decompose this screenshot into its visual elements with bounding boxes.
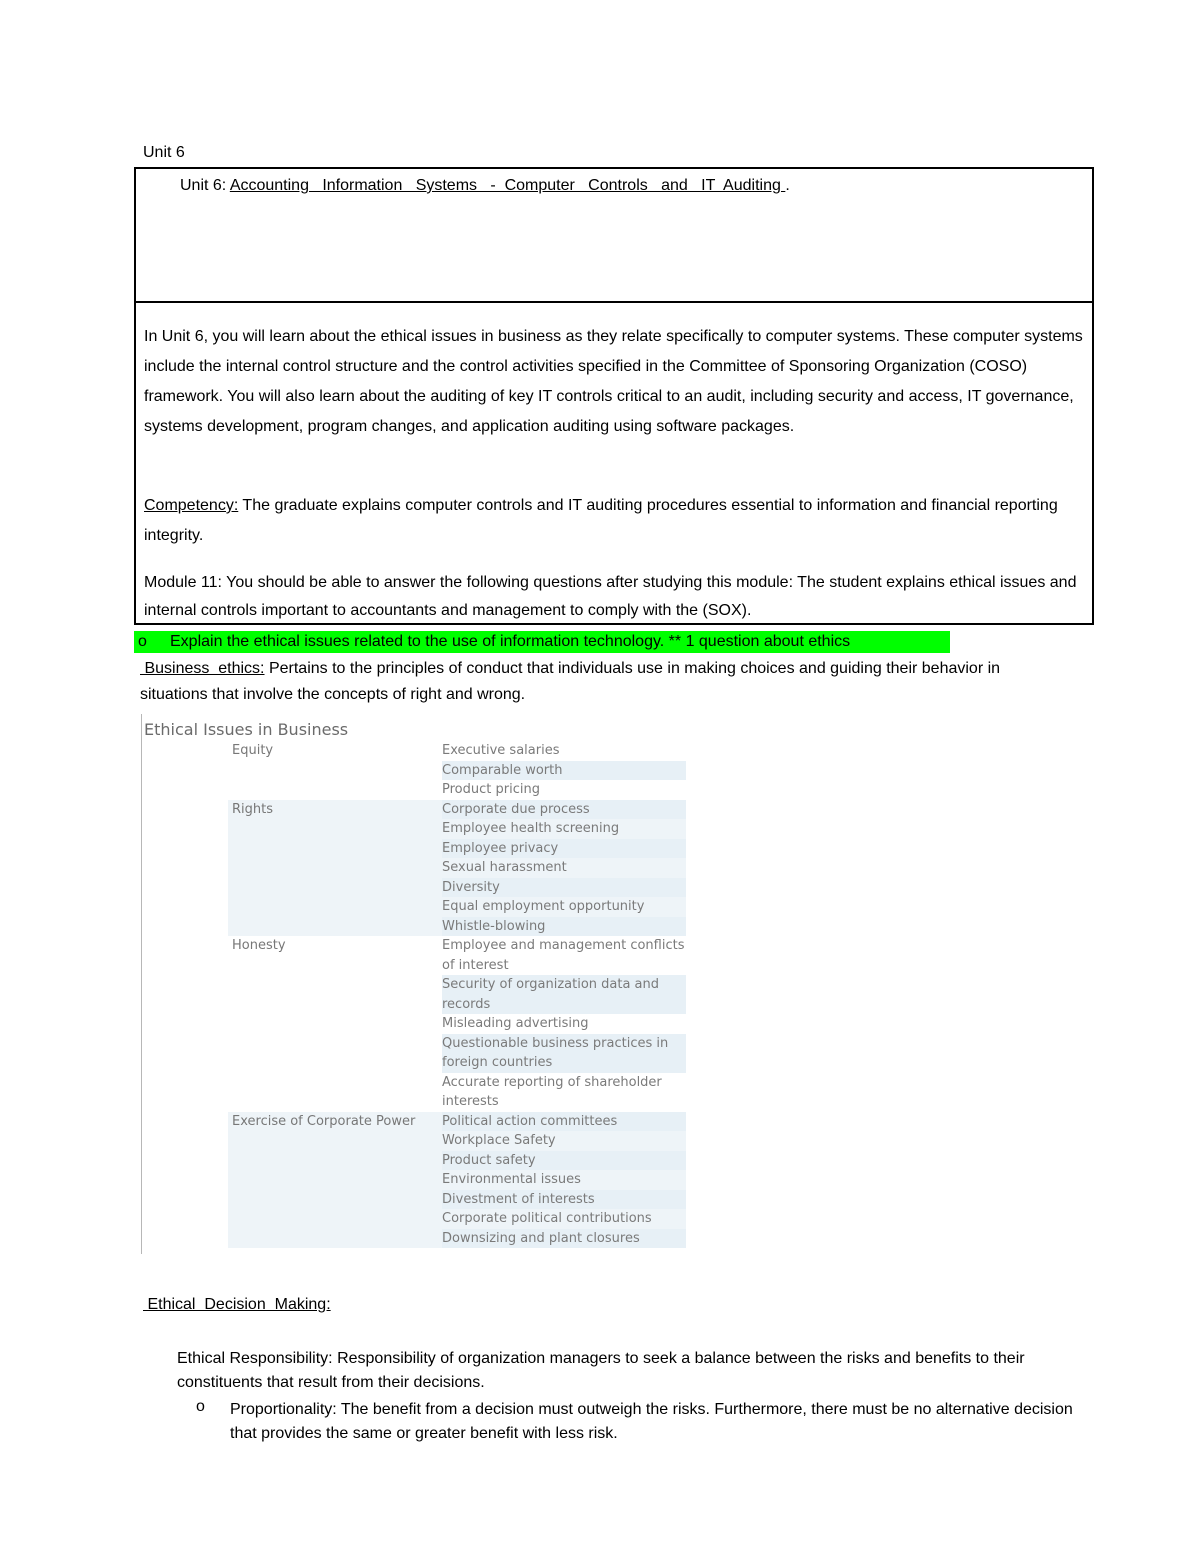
table-category: Equity [232,743,274,758]
table-item: Security of organization data and records [442,975,686,1014]
highlighted-objective [134,631,950,653]
table-category: Rights [232,801,274,817]
ethical-responsibility [177,1347,1097,1395]
module-label: Module 11: [144,574,222,591]
unit-title [180,177,790,195]
table-item: Questionable business practices in foreign countries [442,1034,686,1073]
competency-label: Competency: [144,497,239,514]
table-category: Honesty [232,938,286,953]
table-item: Political action committees [442,1112,686,1132]
competency-text: The graduate explains computer controls and IT auditing procedures essential to information and financial reporting integrity. [144,497,1058,544]
table-item: Misleading advertising [442,1016,589,1031]
highlighted-objective-text: Explain the ethical issues related to the use of information technology. ** 1 question about ethics [170,633,851,650]
module-text: You should be able to answer the following questions after studying this module: The student explains ethical issues and internal controls important to accountants and management to comply with the (SOX). [144,574,1077,619]
table-item: Executive salaries [442,743,560,758]
unit-box [134,167,1094,625]
table-item: Diversity [442,878,686,898]
business-ethics-definition [140,656,1040,708]
table-item: Equal employment opportunity [442,899,645,914]
table-item: Product pricing [442,782,540,797]
unit-title-suffix: . [785,177,790,194]
ethics-issues-table [141,714,702,1254]
unit-competency [144,491,1092,551]
unit-title-prefix: Unit 6: [180,177,227,194]
table-item: Workplace Safety [442,1133,556,1148]
proportionality-text: The benefit from a decision must outweigh the risks. Furthermore, there must be no alternative decision that provides the same or greater benefit with less risk. [230,1401,1073,1442]
business-ethics-text: Pertains to the principles of conduct that individuals use in making choices and guiding their behavior in situations that involve the concepts of right and wrong. [140,660,1001,703]
table-item: Environmental issues [442,1172,581,1187]
table-item: Downsizing and plant closures [442,1229,686,1249]
unit-label: Unit 6 [143,144,185,161]
bullet-icon: o [196,1398,205,1415]
proportionality [230,1398,1090,1446]
table-item: Corporate political contributions [442,1211,652,1226]
table-item: Sexual harassment [442,860,567,875]
table-item: Accurate reporting of shareholder interests [442,1074,662,1109]
bullet-icon: o [138,633,147,650]
table-item: Divestment of interests [442,1190,686,1210]
table-item: Corporate due process [442,800,686,820]
table-item: Employee and management conflicts of interest [442,938,685,973]
table-item: Whistle-blowing [442,917,686,937]
responsibility-label: Ethical Responsibility: [177,1350,333,1367]
table-item: Comparable worth [442,761,686,781]
unit-title-underlined: Accounting Information Systems - Computer Controls and IT Auditing [229,177,786,194]
proportionality-label: Proportionality: [230,1401,337,1418]
unit-intro: In Unit 6, you will learn about the ethical issues in business as they relate specifically to computer systems. These computer systems include the internal control structure and the control activities specified in the Committee of Sponsoring Organization (COSO) framework. You will also learn about the auditing of key IT controls critical to an audit, including security and access, IT governance, systems development, program changes, and application auditing using software packages. [144,328,1083,435]
table-title: Ethical Issues in Business [144,720,349,739]
unit-module [144,569,1092,625]
table-item: Employee health screening [442,821,620,836]
table-item: Product safety [442,1151,686,1171]
table-item: Employee privacy [442,839,686,859]
business-ethics-label: Business ethics: [140,660,265,677]
unit-divider [136,301,1092,303]
ethical-decision-heading: Ethical Decision Making: [143,1296,331,1313]
table-category: Exercise of Corporate Power [232,1113,416,1129]
responsibility-text: Responsibility of organization managers to seek a balance between the risks and benefits to their constituents that result from their decisions. [177,1350,1025,1391]
